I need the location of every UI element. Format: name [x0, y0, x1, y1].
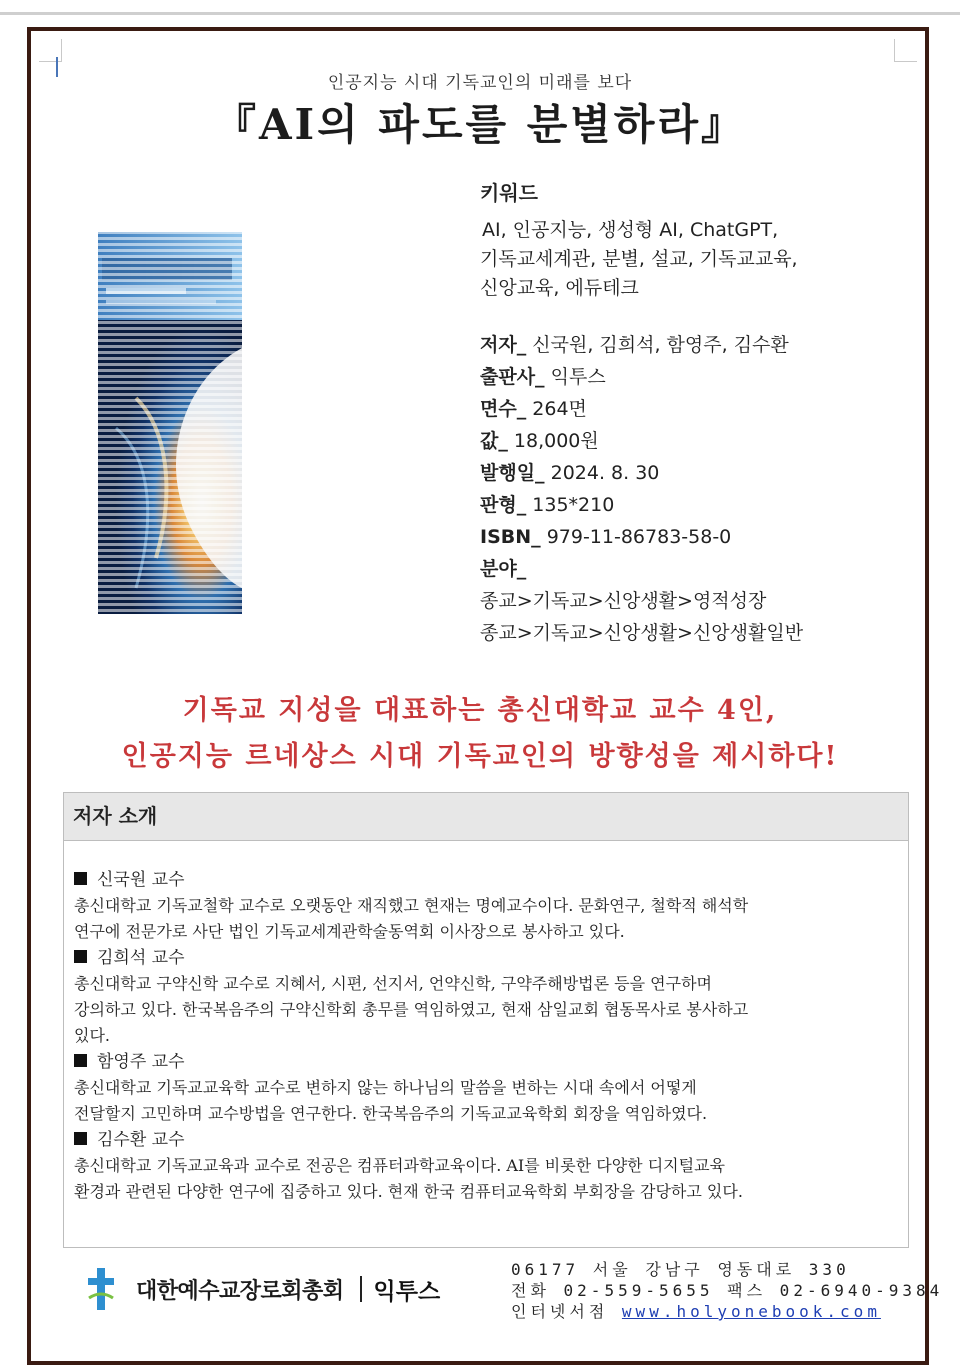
author-intro-body [64, 841, 908, 1205]
footer-address: 06177 서울 강남구 영동대로 330 [511, 1260, 850, 1279]
meta-category-value: 종교>기독교>신앙생활>신앙생활일반 [480, 622, 804, 644]
book-info [476, 177, 916, 649]
author-desc: 총신대학교 기독교철학 교수로 오랫동안 재직했고 현재는 명예교수이다. 문화연구, 철학적 해석학 연구에 전문가로 사단 법인 기독교세계관학술동역회 이사장으로 봉사하고 있다. [74, 896, 749, 941]
keywords-label: 키워드 [480, 181, 538, 205]
footer-phone: 전화 02-559-5655 팩스 02-6940-9384 [511, 1281, 944, 1300]
footer-contact [511, 1259, 943, 1322]
book-meta [476, 329, 916, 649]
meta-isbn-label: ISBN_ [480, 526, 541, 548]
meta-publisher [480, 361, 916, 393]
author-desc: 총신대학교 구약신학 교수로 지혜서, 시편, 선지서, 언약신학, 구약주해방법론 등을 연구하며 강의하고 있다. 한국복음주의 구약신학회 총무를 역임하였고, 현재 삼일교회 협동목사로 봉사하고 있다. [74, 974, 749, 1045]
book-title: 『AI의 파도를 분별하라』 [213, 100, 747, 149]
meta-format-label: 판형_ [480, 494, 527, 516]
square-bullet-icon [74, 1132, 87, 1145]
meta-isbn [480, 521, 916, 553]
logo-divider [360, 1276, 362, 1302]
meta-publisher-label: 출판사_ [480, 366, 545, 388]
author-desc: 총신대학교 기독교교육학 교수로 변하지 않는 하나님의 말씀을 변하는 시대 속에서 어떻게 전달할지 고민하며 교수방법을 연구한다. 한국복음주의 기독교교육학회 회장을 역임하였다. [74, 1078, 708, 1123]
keywords-line: 기독교세계관, 분별, 설교, 기독교교육, [480, 248, 798, 270]
meta-format [480, 489, 916, 521]
cross-logo-icon [86, 1268, 116, 1310]
meta-author-label: 저자_ [480, 334, 527, 356]
crop-mark-top-right [894, 39, 917, 62]
meta-author-value: 신국원, 김희석, 함영주, 김수환 [532, 334, 789, 356]
book-subtitle: 인공지능 시대 기독교인의 미래를 보다 [327, 73, 633, 93]
author-name: 김수환 교수 [74, 1127, 898, 1153]
meta-price-label: 값_ [480, 430, 508, 452]
store-link[interactable]: www.holyonebook.com [621, 1302, 881, 1321]
meta-date [480, 457, 916, 489]
meta-pages [480, 393, 916, 425]
meta-pages-label: 면수_ [480, 398, 527, 420]
author-intro-title: 저자 소개 [64, 793, 908, 841]
top-divider [0, 12, 960, 15]
meta-date-value: 2024. 8. 30 [550, 462, 660, 484]
meta-category-label: 분야_ [480, 558, 527, 580]
footer-store [511, 1301, 943, 1322]
author-name: 김희석 교수 [74, 945, 898, 971]
store-label: 인터넷서점 [511, 1302, 609, 1321]
meta-price [480, 425, 916, 457]
meta-isbn-value: 979-11-86783-58-0 [546, 526, 732, 548]
meta-publisher-value: 익투스 [550, 366, 606, 388]
meta-price-value: 18,000원 [513, 430, 599, 452]
keywords-line: AI, 인공지능, 생성형 AI, ChatGPT, [482, 219, 779, 241]
book-cover-image [96, 228, 242, 614]
promo-headline-line2: 인공지능 르네상스 시대 기독교인의 방향성을 제시하다! [121, 741, 839, 772]
footer-logo [86, 1268, 440, 1310]
keywords-line: 신앙교육, 에듀테크 [480, 277, 639, 299]
author-name: 함영주 교수 [74, 1049, 898, 1075]
square-bullet-icon [74, 950, 87, 963]
meta-category-value: 종교>기독교>신앙생활>영적성장 [480, 590, 767, 612]
promo-headline-line1: 기독교 지성을 대표하는 총신대학교 교수 4인, [182, 695, 778, 726]
meta-date-label: 발행일_ [480, 462, 545, 484]
crop-mark-top-left [39, 39, 62, 62]
author-name: 신국원 교수 [74, 867, 898, 893]
square-bullet-icon [74, 872, 87, 885]
org-name: 대한예수교장로회총회 [136, 1278, 344, 1304]
meta-pages-value: 264면 [532, 398, 587, 420]
square-bullet-icon [74, 1054, 87, 1067]
meta-category [480, 553, 916, 585]
author-desc: 총신대학교 기독교교육과 교수로 전공은 컴퓨터과학교육이다. AI를 비롯한 다양한 디지털교육 환경과 관련된 다양한 연구에 집중하고 있다. 현재 한국 컴퓨터교육학회 부회장을 감당하고 있다. [74, 1156, 743, 1201]
publisher-logo: 익투스 [373, 1277, 441, 1305]
meta-author [480, 329, 916, 361]
meta-format-value: 135*210 [532, 494, 615, 516]
author-intro-box [63, 792, 909, 1248]
